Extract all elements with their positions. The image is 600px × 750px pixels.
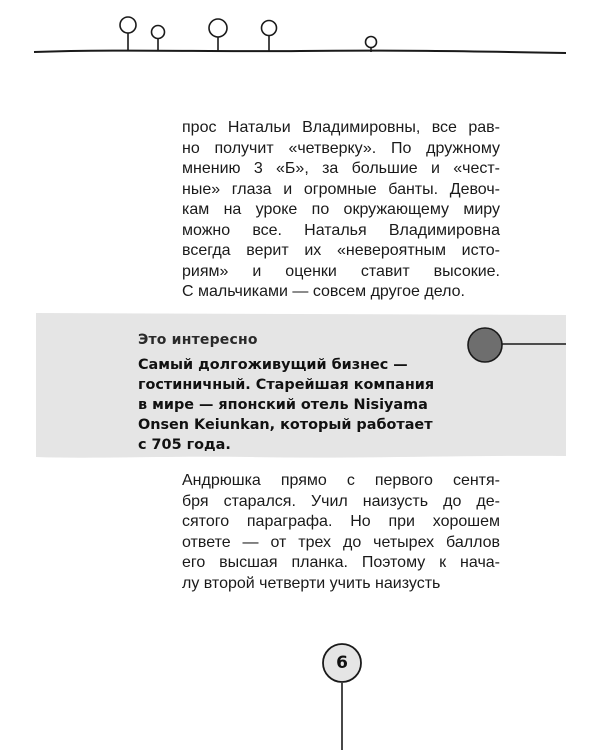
text-line: ответе — от трех до четырех баллов <box>182 533 500 551</box>
text-line: его высшая планка. Поэтому к нача- <box>182 554 500 571</box>
info-line: в мире — японский отель Nisiyama <box>138 397 428 413</box>
page-number: 6 <box>336 653 348 673</box>
text-line: мнению 3 «Б», за большие и «чест- <box>182 160 500 177</box>
text-line: С мальчиками — совсем другое дело. <box>182 283 465 300</box>
info-line: Самый долгоживущий бизнес — <box>138 357 408 373</box>
text-line: риям» и оценки ставит высокие. <box>182 262 500 280</box>
info-box-heading: Это интересно <box>138 332 258 348</box>
info-line: гостиничный. Старейшая компания <box>138 377 435 393</box>
text-line: лу второй четверти учить наизусть <box>182 574 441 592</box>
info-line: Onsen Keiunkan, который работает <box>138 417 433 433</box>
text-line: кам на уроке по окружающему миру <box>182 201 500 218</box>
text-line: Андрюшка прямо с первого сентя- <box>182 472 500 489</box>
text-line: бря старался. Учил наизусть до де- <box>182 492 500 510</box>
info-line: с 705 года. <box>138 437 231 453</box>
text-line: прос Натальи Владимировны, все рав- <box>182 119 500 136</box>
text-line: сятого параграфа. Но при хорошем <box>182 513 500 530</box>
text-line: ные» глаза и огромные банты. Девоч- <box>182 180 500 198</box>
text-line: можно все. Наталья Владимировна <box>182 221 500 239</box>
text-line: всегда верит их «невероятным исто- <box>182 242 500 259</box>
text-line: но получит «четверку». По дружному <box>182 139 500 157</box>
